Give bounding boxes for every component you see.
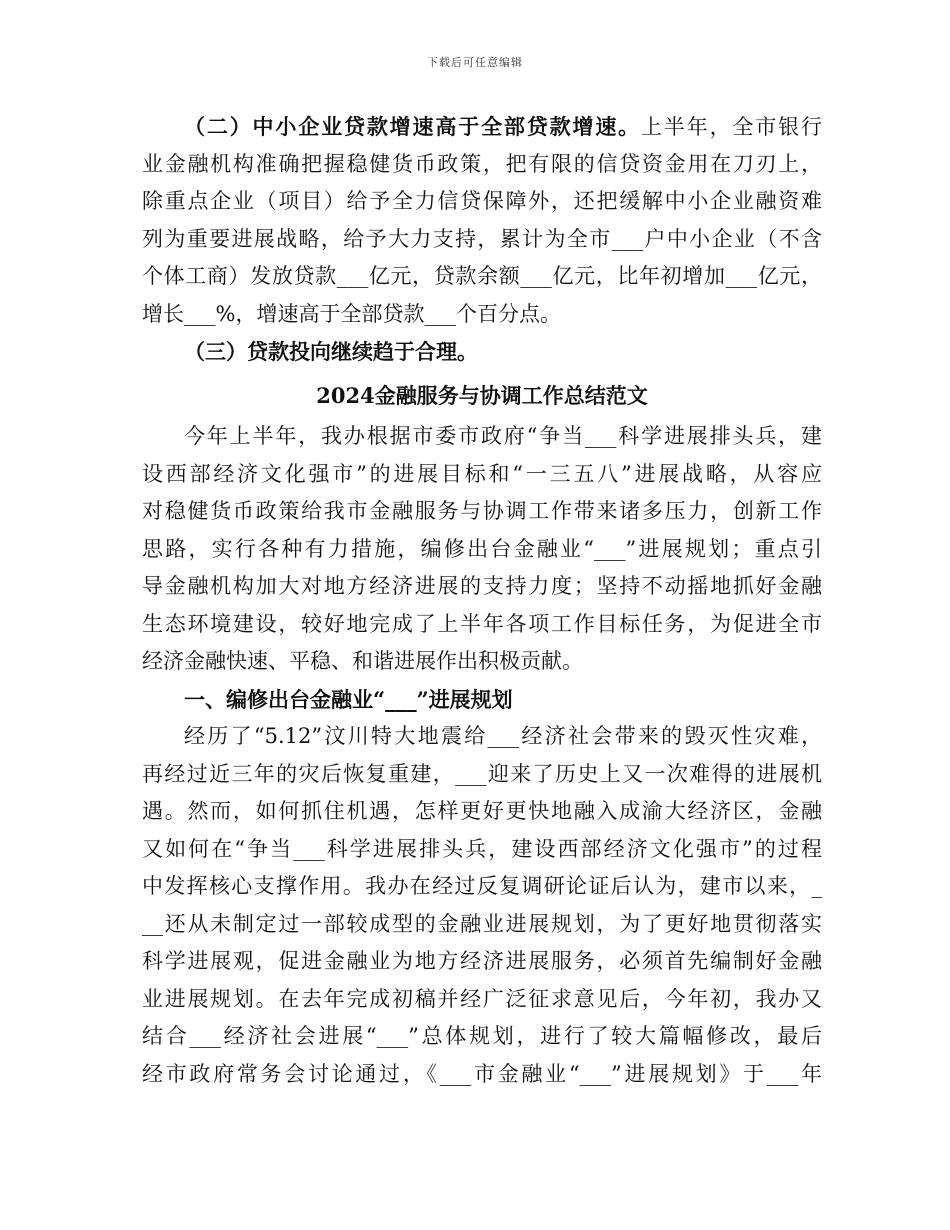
page-header: 下载后可任意编辑 xyxy=(427,56,523,69)
paragraph-line: 业进展规划。在去年完成初稿并经广泛征求意见后，今年初，我办又 xyxy=(142,986,822,1011)
paragraph-line: 个体工商）发放贷款___亿元，贷款余额___亿元，比年初增加___亿元， xyxy=(142,264,822,288)
paragraph-line: 对稳健货币政策给我市金融服务与协调工作带来诸多压力，创新工作 xyxy=(142,499,822,523)
paragraph-line: 设西部经济文化强市”的进展目标和“一三五八”进展战略，从容应 xyxy=(142,461,822,486)
paragraph-line: 今年上半年，我办根据市委市政府“争当___科学进展排头兵，建 xyxy=(184,424,822,448)
section1-heading: 一、编修出台金融业“___”进展规划 xyxy=(184,686,513,712)
section2-first-rest: 上半年，全市银行 xyxy=(641,115,822,139)
paragraph-line: 中发挥核心支撑作用。我办在经过反复调研论证后认为，建市以来，_ xyxy=(142,874,822,898)
paragraph-line: 又如何在“争当___科学进展排头兵，建设西部经济文化强市”的过程 xyxy=(142,836,822,861)
paragraph-line: 思路，实行各种有力措施，编修出台金融业“___”进展规划；重点引 xyxy=(142,536,822,561)
paragraph-line: 科学进展观，促进金融业为地方经济进展服务，必须首先编制好金融 xyxy=(142,949,822,973)
paragraph-line: 遇。然而，如何抓住机遇，怎样更好更快地融入成渝大经济区，金融 xyxy=(142,799,822,823)
paragraph-line: 经历了“5.12”汶川特大地震给___经济社会带来的毁灭性灾难， xyxy=(184,724,822,748)
paragraph-line: 增长___%，增速高于全部贷款___个百分点。 xyxy=(142,301,561,326)
paragraph-line: 结合___经济社会进展“___”总体规划，进行了较大篇幅修改，最后 xyxy=(142,1024,822,1048)
paragraph-line: __还从未制定过一部较成型的金融业进展规划，为了更好地贯彻落实 xyxy=(142,911,822,936)
paragraph-line: 除重点企业（项目）给予全力信贷保障外，还把缓解中小企业融资难 xyxy=(142,189,822,213)
paragraph-line: 经济金融快速、平稳、和谐进展作出积极贡献。 xyxy=(142,649,583,673)
section2-first-line xyxy=(142,108,822,146)
paragraph-line: 列为重要进展战略，给予大力支持，累计为全市___户中小企业（不含 xyxy=(142,226,822,251)
paragraph-line: 生态环境建设，较好地完成了上半年各项工作目标任务，为促进全市 xyxy=(142,611,822,636)
section2-heading: （二）中小企业贷款增速高于全部贷款增速。 xyxy=(184,114,642,139)
article-title: 2024金融服务与协调工作总结范文 xyxy=(316,382,648,408)
paragraph-line: 经市政府常务会讨论通过，《___市金融业“___”进展规划》于___年 xyxy=(142,1061,822,1086)
document-body xyxy=(142,108,822,1093)
paragraph-line: 业金融机构准确把握稳健货币政策，把有限的信贷资金用在刀刃上， xyxy=(142,151,822,176)
section3-heading: （三）贷款投向继续趋于合理。 xyxy=(184,339,478,364)
paragraph-line: 导金融机构加大对地方经济进展的支持力度；坚持不动摇地抓好金融 xyxy=(142,574,822,598)
paragraph-line: 再经过近三年的灾后恢复重建，___迎来了历史上又一次难得的进展机 xyxy=(142,761,822,786)
